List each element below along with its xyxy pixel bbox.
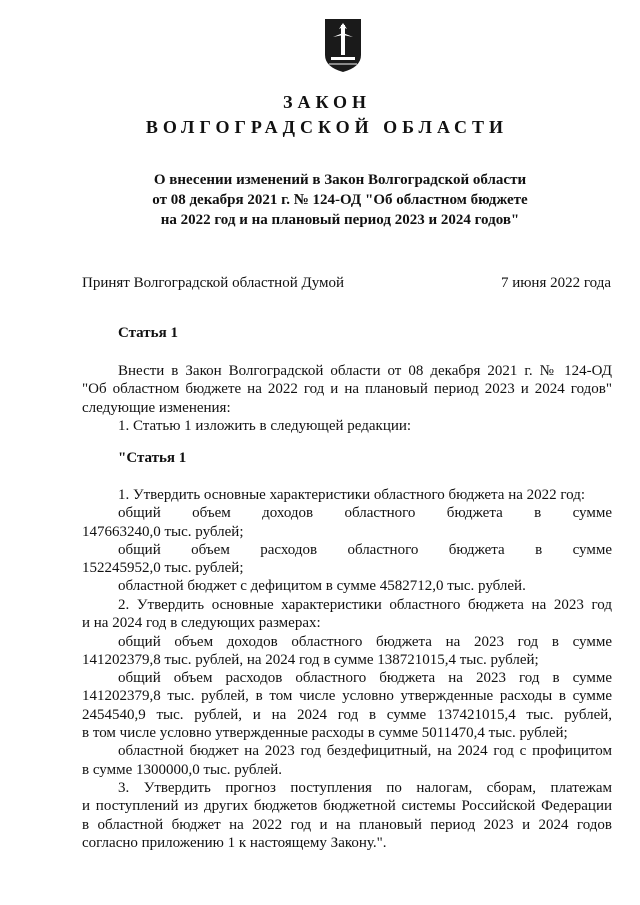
text-line: общий объем доходов областного бюджета на 2023 год в сумме xyxy=(118,633,612,650)
text-line: и поступлений из других бюджетов бюджетной системы Российской Федерации xyxy=(82,798,612,815)
subtitle-line: от 08 декабря 2021 г. № 124-ОД "Об областном бюджете xyxy=(152,192,528,208)
text-line: 152245952,0 тыс. рублей; xyxy=(82,560,244,577)
text-line: 2. Утвердить основные характеристики областного бюджета на 2023 год xyxy=(118,597,612,613)
text-line: и на 2024 год в следующих размерах: xyxy=(82,615,321,632)
text-line: в том числе условно утвержденные расходы в сумме 5011470,4 тыс. рублей; xyxy=(82,725,568,742)
subtitle-line: на 2022 год и на плановый период 2023 и 2024 годов" xyxy=(160,212,520,228)
text-line: 1. Утвердить основные характеристики областного бюджета на 2022 год: xyxy=(118,487,586,503)
text-line: 3. Утвердить прогноз поступления по налогам, сборам, платежам xyxy=(118,780,612,796)
text-line: в областной бюджет на 2022 год и на плановый период 2023 и 2024 годов xyxy=(82,816,612,833)
quoted-article-heading: "Статья 1 xyxy=(118,450,187,466)
text-line: общий объем расходов областного бюджета в сумме xyxy=(118,541,612,558)
article-intro xyxy=(82,362,612,435)
adoption-date: 7 июня 2022 года xyxy=(500,275,611,291)
text-line: согласно приложению 1 к настоящему Закону.". xyxy=(82,834,387,851)
law-title: ЗАКОН xyxy=(282,92,372,112)
text-line: следующие изменения: xyxy=(82,399,231,416)
quoted-paragraph-3 xyxy=(82,779,612,852)
text-line: Внести в Закон Волгоградской области от 08 декабря 2021 г. № 124-ОД xyxy=(118,363,612,379)
text-line: "Об областном бюджете на 2022 год и на плановый период 2023 и 2024 годов" xyxy=(82,381,612,398)
article-heading: Статья 1 xyxy=(118,325,178,341)
text-line: 1. Статью 1 изложить в следующей редакции: xyxy=(118,417,412,434)
text-line: 141202379,8 тыс. рублей, в том числе условно утвержденные расходы в сумме xyxy=(82,688,612,705)
text-line: областной бюджет с дефицитом в сумме 4582712,0 тыс. рублей. xyxy=(118,578,526,595)
text-line: общий объем доходов областного бюджета в сумме xyxy=(118,505,612,522)
text-line: областной бюджет на 2023 год бездефицитный, на 2024 год с профицитом xyxy=(118,743,612,760)
law-subtitle xyxy=(100,170,580,230)
text-line: в сумме 1300000,0 тыс. рублей. xyxy=(82,761,283,778)
text-line: 147663240,0 тыс. рублей; xyxy=(82,523,244,540)
text-line: 2454540,9 тыс. рублей, и на 2024 год в сумме 137421015,4 тыс. рублей, xyxy=(82,706,612,723)
text-line: общий объем расходов областного бюджета на 2023 год в сумме xyxy=(118,670,612,687)
quoted-paragraph-2 xyxy=(82,596,612,779)
adopted-by: Принят Волгоградской областной Думой xyxy=(82,275,345,291)
quoted-paragraph-1 xyxy=(82,486,612,596)
coat-of-arms-emblem xyxy=(323,17,363,73)
subtitle-line: О внесении изменений в Закон Волгоградской области xyxy=(153,172,527,188)
text-line: 141202379,8 тыс. рублей, на 2024 год в сумме 138721015,4 тыс. рублей; xyxy=(82,651,539,668)
region-title: ВОЛГОГРАДСКОЙ ОБЛАСТИ xyxy=(145,117,509,137)
